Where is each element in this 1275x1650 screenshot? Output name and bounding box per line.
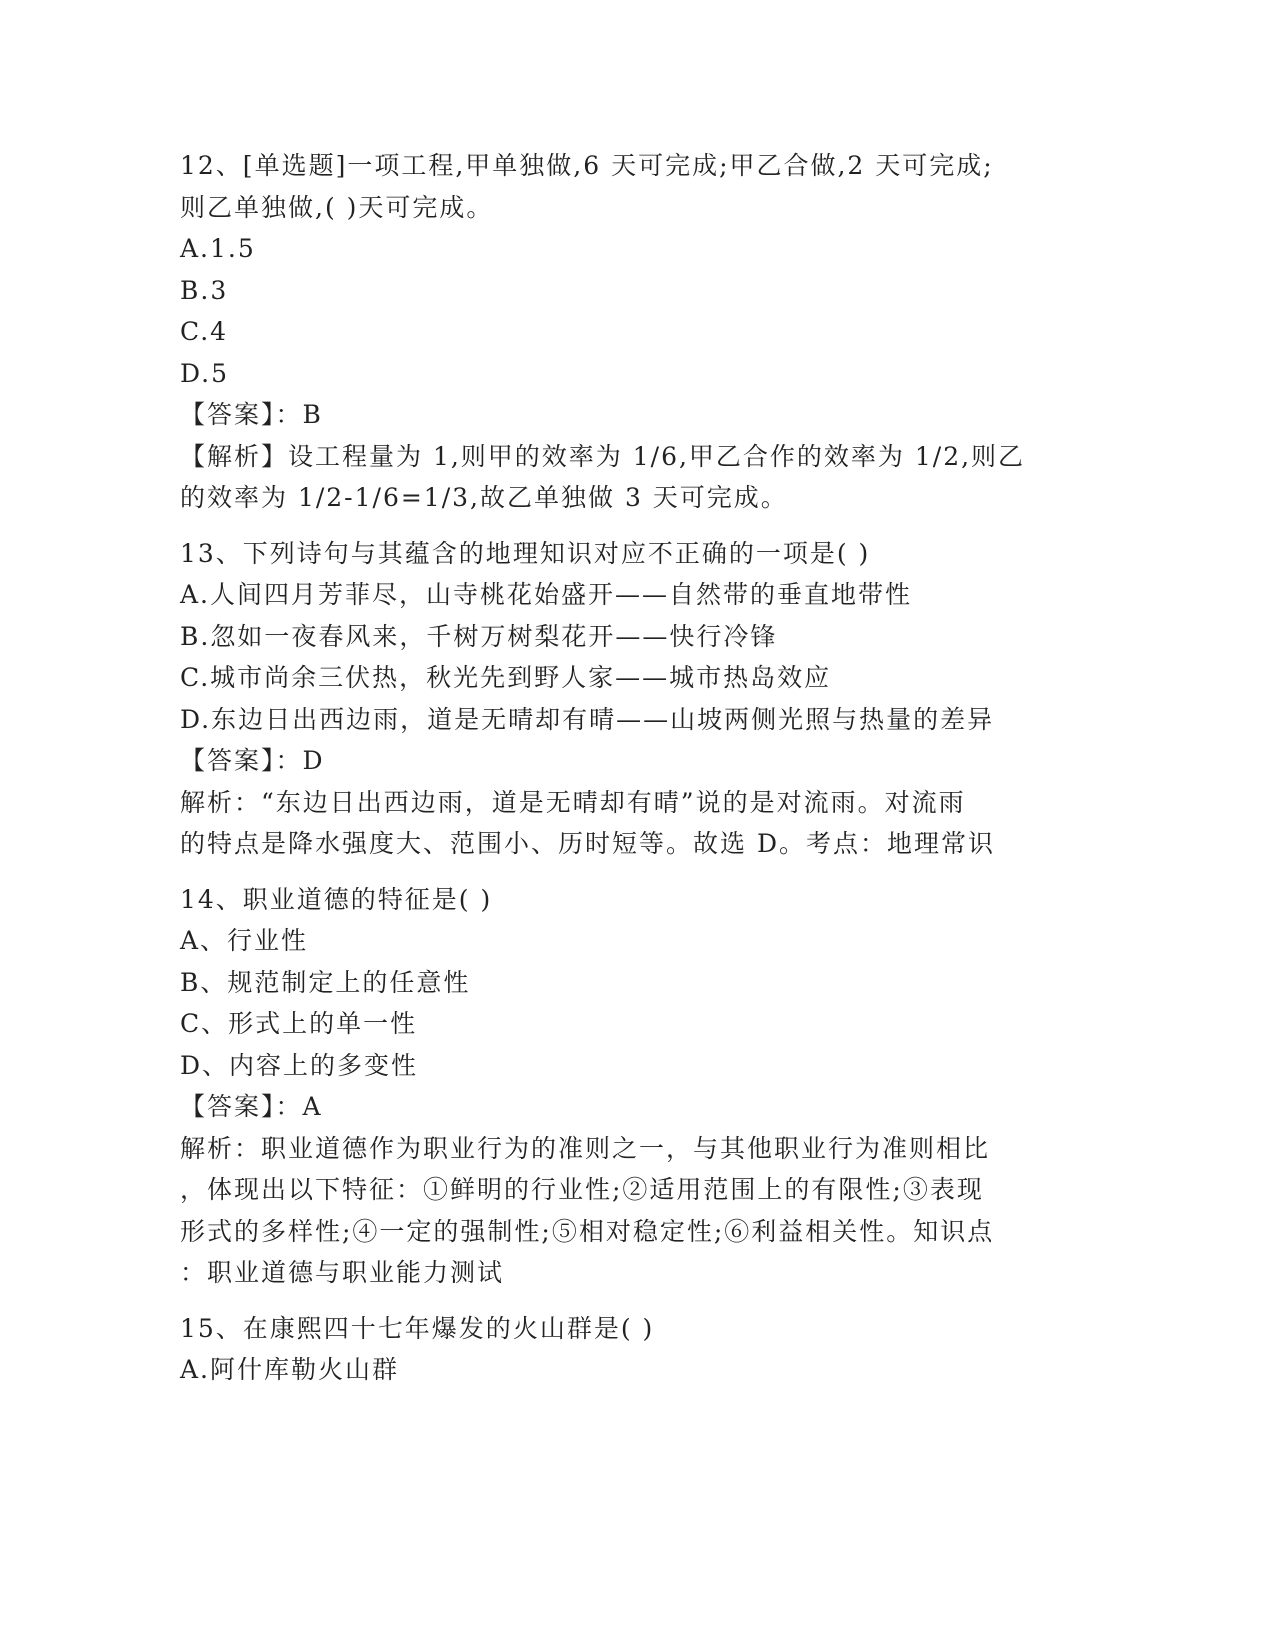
option-b: B、规范制定上的任意性 (180, 967, 471, 997)
spacer (180, 1294, 1080, 1308)
analysis-line: ：职业道德与职业能力测试 (180, 1258, 505, 1287)
question-15 (180, 1308, 1080, 1391)
document-page (180, 145, 1080, 1391)
option-a: A、行业性 (180, 926, 309, 955)
spacer (180, 519, 1080, 533)
analysis-line: 解析：职业道德作为职业行为的准则之一，与其他职业行为准则相比 (180, 1133, 991, 1163)
analysis-line: 的特点是降水强度大、范围小、历时短等。故选 D。考点：地理常识 (180, 829, 995, 858)
question-13 (180, 533, 1080, 865)
analysis-line: 【解析】设工程量为 1,则甲的效率为 1/6,甲乙合作的效率为 1/2,则乙 (180, 441, 1026, 471)
option-d: D.东边日出西边雨，道是无晴却有晴——山坡两侧光照与热量的差异 (180, 704, 995, 734)
analysis-line: 形式的多样性;④一定的强制性;⑤相对稳定性;⑥利益相关性。知识点 (180, 1216, 995, 1246)
question-stem: 14、职业道德的特征是( ) (180, 884, 493, 914)
question-stem: 13、下列诗句与其蕴含的地理知识对应不正确的一项是( ) (180, 538, 871, 568)
option-a: A.人间四月芳菲尽，山寺桃花始盛开——自然带的垂直地带性 (180, 580, 913, 609)
option-b: B.忽如一夜春风来，千树万树梨花开——快行冷锋 (180, 621, 778, 651)
option-a: A.1.5 (180, 234, 256, 263)
answer-line: 【答案】：D (180, 746, 325, 775)
question-stem: 12、[单选题]一项工程,甲单独做,6 天可完成;甲乙合做,2 天可完成; (180, 151, 994, 180)
question-14 (180, 879, 1080, 1294)
analysis-line: 解析：“东边日出西边雨，道是无晴却有晴”说的是对流雨。对流雨 (180, 787, 966, 817)
analysis-line: 的效率为 1/2-1/6=1/3,故乙单独做 3 天可完成。 (180, 483, 788, 512)
analysis-line: ，体现出以下特征：①鲜明的行业性;②适用范围上的有限性;③表现 (180, 1175, 984, 1204)
question-stem: 则乙单独做,( )天可完成。 (180, 192, 494, 222)
answer-line: 【答案】：A (180, 1092, 323, 1121)
question-12 (180, 145, 1080, 519)
answer-line: 【答案】：B (180, 400, 323, 429)
option-c: C.4 (180, 317, 229, 346)
option-b: B.3 (180, 275, 229, 305)
option-c: C、形式上的单一性 (180, 1009, 418, 1038)
option-d: D、内容上的多变性 (180, 1050, 419, 1080)
option-a: A.阿什库勒火山群 (180, 1355, 400, 1384)
option-d: D.5 (180, 358, 230, 388)
option-c: C.城市尚余三伏热，秋光先到野人家——城市热岛效应 (180, 663, 832, 692)
spacer (180, 865, 1080, 879)
question-stem: 15、在康熙四十七年爆发的火山群是( ) (180, 1313, 655, 1343)
